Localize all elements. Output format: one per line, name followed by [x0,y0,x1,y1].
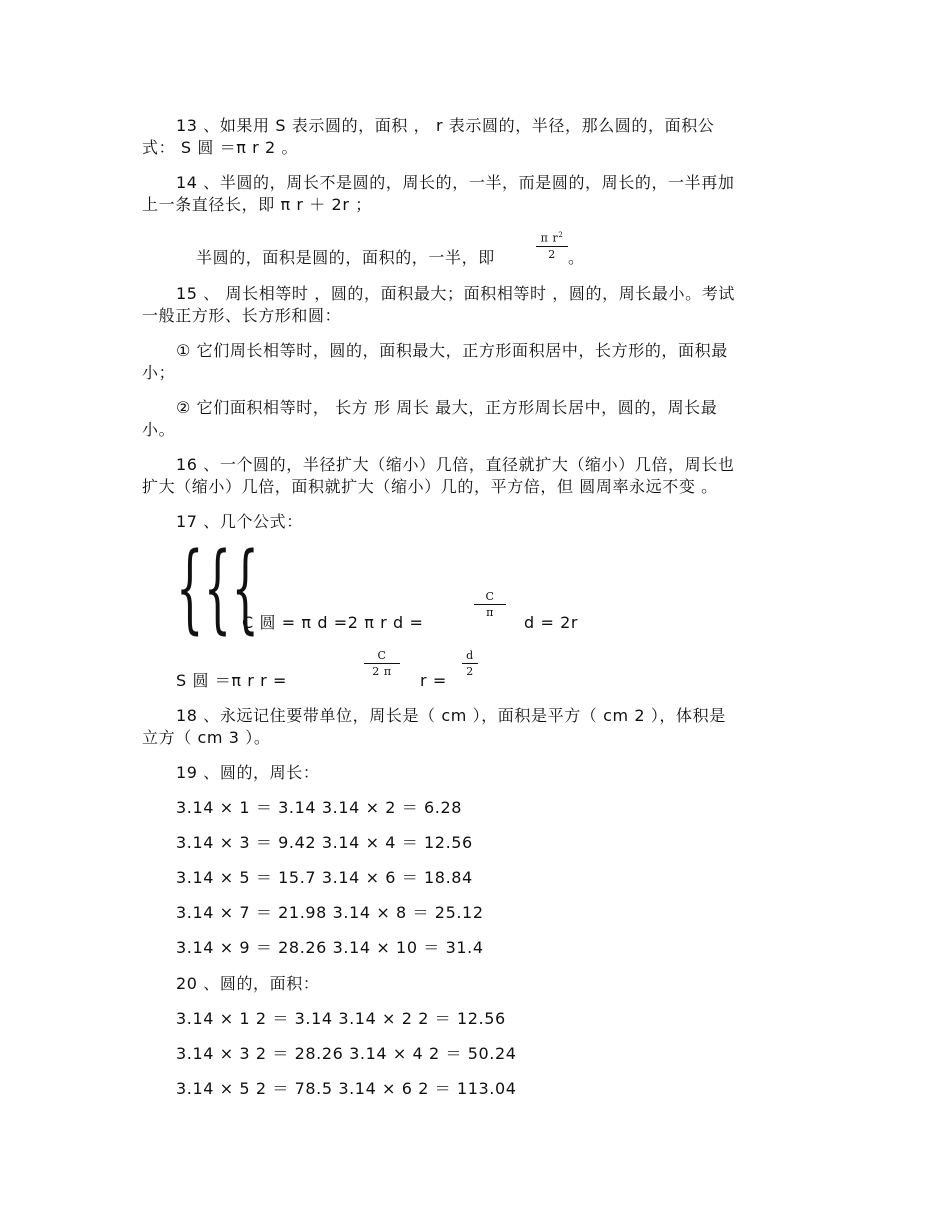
circumference-row-5: 3.14 × 9 ＝ 28.26 3.14 × 10 ＝ 31.4 [176,938,484,957]
r-fraction-1-denominator: 2 π [372,665,392,678]
half-area-exponent: 2 [558,231,564,239]
item-14-line-1: 14 、半圆的，周长不是圆的，周长的，一半，而是圆的，周长的，一半再加 [176,173,735,192]
area-row-1: 3.14 × 1 2 ＝ 3.14 3.14 × 2 2 ＝ 12.56 [176,1009,506,1028]
half-area-denominator: 2 [548,247,556,261]
item-16-line-1: 16 、一个圆的，半径扩大（缩小）几倍，直径就扩大（缩小）几倍，周长也 [176,455,735,474]
d-fraction-numerator: C [485,590,495,603]
formula-area: S 圆 ＝π r r = [176,671,287,690]
item-13-line-2: 式： S 圆 ＝π r 2 。 [142,138,299,157]
item-18-line-1: 18 、永远记住要带单位，周长是（ cm ），面积是平方（ cm 2 ），体积是 [176,706,726,725]
d-fraction-denominator: π [486,606,494,619]
item-14-line-3-end: 。 [568,248,585,267]
item-15-line-4: 小； [142,363,176,382]
circumference-row-4: 3.14 × 7 ＝ 21.98 3.14 × 8 ＝ 25.12 [176,903,484,922]
formula-circumference: C 圆 = π d =2 π r d = [242,613,424,632]
item-16-line-2: 扩大（缩小）几倍，面积就扩大（缩小）几的，平方倍，但 圆周率永远不变 。 [142,477,718,496]
item-14-line-2: 上一条直径长，即 π r ＋ 2r ； [142,195,372,214]
formula-radius-label: r = [420,671,447,690]
half-area-fraction [536,229,568,261]
circumference-row-1: 3.14 × 1 ＝ 3.14 3.14 × 2 ＝ 6.28 [176,798,463,817]
half-area-numerator: π r [540,231,559,245]
circumference-row-2: 3.14 × 3 ＝ 9.42 3.14 × 4 ＝ 12.56 [176,833,473,852]
r-fraction-1-numerator: C [377,649,387,662]
item-13-line-1: 13 、如果用 S 表示圆的，面积 ， r 表示圆的，半径，那么圆的，面积公 [176,116,715,135]
item-19-heading: 19 、圆的，周长： [176,763,320,782]
d-fraction [474,590,506,619]
r-fraction-2-numerator: d [466,649,474,662]
item-15-line-6: 小。 [142,420,176,439]
item-15-line-5: ② 它们面积相等时， 长方 形 周长 最大，正方形周长居中，圆的，周长最 [176,398,718,417]
r-fraction-1 [364,649,400,678]
formula-diameter: d = 2r [524,613,579,632]
item-15-line-2: 一般正方形、长方形和圆： [142,306,342,325]
item-14-line-3: 半圆的，面积是圆的，面积的，一半，即 [196,248,495,267]
area-row-2: 3.14 × 3 2 ＝ 28.26 3.14 × 4 2 ＝ 50.24 [176,1044,517,1063]
formula-braces: {{{ [176,532,260,644]
item-15-line-1: 15 、 周长相等时 ，圆的，面积最大；面积相等时 ，圆的，周长最小。考试 [176,284,735,303]
item-20-heading: 20 、圆的，面积： [176,974,320,993]
circumference-row-3: 3.14 × 5 ＝ 15.7 3.14 × 6 ＝ 18.84 [176,868,473,887]
item-17-heading: 17 、几个公式： [176,512,303,531]
r-fraction-2 [462,649,478,678]
r-fraction-2-denominator: 2 [466,665,474,678]
area-row-3: 3.14 × 5 2 ＝ 78.5 3.14 × 6 2 ＝ 113.04 [176,1079,517,1098]
item-18-line-2: 立方（ cm 3 ）。 [142,728,271,747]
item-15-line-3: ① 它们周长相等时，圆的，面积最大，正方形面积居中，长方形的，面积最 [176,341,728,360]
